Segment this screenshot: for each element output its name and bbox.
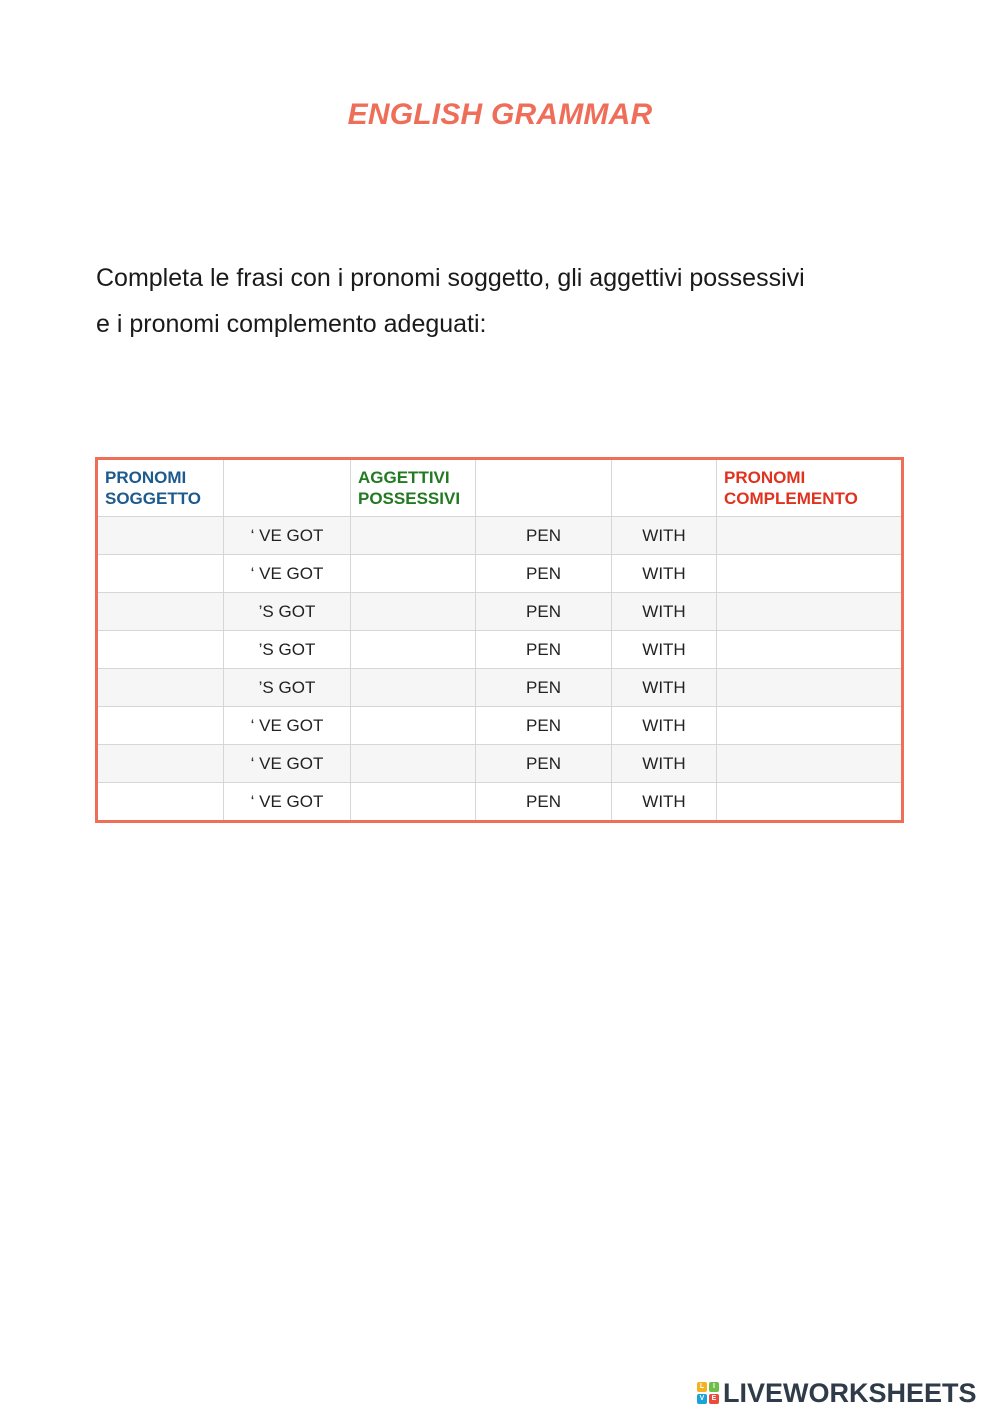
noun-cell: PEN <box>476 593 612 631</box>
logo-tile: L <box>697 1382 707 1392</box>
table-row <box>97 631 903 669</box>
table-row <box>97 593 903 631</box>
noun-cell: PEN <box>476 517 612 555</box>
preposition-cell: WITH <box>612 631 717 669</box>
exercise-table <box>95 457 904 823</box>
logo-tile: E <box>709 1394 719 1404</box>
answer-cell-subject[interactable] <box>97 631 224 669</box>
answer-cell-possessive[interactable] <box>351 783 476 822</box>
answer-cell-object[interactable] <box>717 631 903 669</box>
preposition-cell: WITH <box>612 669 717 707</box>
header-blank-2 <box>476 459 612 517</box>
noun-cell: PEN <box>476 783 612 822</box>
verb-cell: ‘ VE GOT <box>224 555 351 593</box>
header-blank-3 <box>612 459 717 517</box>
preposition-cell: WITH <box>612 593 717 631</box>
logo-text: LIVEWORKSHEETS <box>723 1377 977 1408</box>
table-row <box>97 669 903 707</box>
answer-cell-object[interactable] <box>717 707 903 745</box>
noun-cell: PEN <box>476 745 612 783</box>
liveworksheets-logo <box>697 1378 977 1408</box>
answer-cell-object[interactable] <box>717 555 903 593</box>
instructions-line-2: e i pronomi complemento adeguati: <box>96 310 487 338</box>
preposition-cell: WITH <box>612 783 717 822</box>
header-pronomi-soggetto: PRONOMI SOGGETTO <box>97 459 224 517</box>
answer-cell-possessive[interactable] <box>351 631 476 669</box>
header-blank-1 <box>224 459 351 517</box>
preposition-cell: WITH <box>612 745 717 783</box>
answer-cell-subject[interactable] <box>97 783 224 822</box>
page-title: ENGLISH GRAMMAR <box>347 98 653 131</box>
answer-cell-subject[interactable] <box>97 745 224 783</box>
answer-cell-possessive[interactable] <box>351 593 476 631</box>
verb-cell: ’S GOT <box>224 631 351 669</box>
preposition-cell: WITH <box>612 707 717 745</box>
verb-cell: ’S GOT <box>224 593 351 631</box>
preposition-cell: WITH <box>612 517 717 555</box>
header-aggettivi-possessivi: AGGETTIVI POSSESSIVI <box>351 459 476 517</box>
noun-cell: PEN <box>476 707 612 745</box>
noun-cell: PEN <box>476 631 612 669</box>
answer-cell-possessive[interactable] <box>351 745 476 783</box>
verb-cell: ‘ VE GOT <box>224 783 351 822</box>
answer-cell-object[interactable] <box>717 783 903 822</box>
answer-cell-possessive[interactable] <box>351 707 476 745</box>
instructions-line-1: Completa le frasi con i pronomi soggetto, gli aggettivi possessivi <box>96 264 805 292</box>
table-row <box>97 783 903 822</box>
table-header-row <box>97 459 903 517</box>
answer-cell-subject[interactable] <box>97 517 224 555</box>
noun-cell: PEN <box>476 669 612 707</box>
answer-cell-possessive[interactable] <box>351 555 476 593</box>
answer-cell-subject[interactable] <box>97 593 224 631</box>
answer-cell-possessive[interactable] <box>351 517 476 555</box>
answer-cell-object[interactable] <box>717 669 903 707</box>
verb-cell: ‘ VE GOT <box>224 707 351 745</box>
verb-cell: ’S GOT <box>224 669 351 707</box>
answer-cell-possessive[interactable] <box>351 669 476 707</box>
table-row <box>97 555 903 593</box>
table-row <box>97 707 903 745</box>
liveworksheets-logo-icon <box>697 1382 719 1404</box>
answer-cell-object[interactable] <box>717 745 903 783</box>
preposition-cell: WITH <box>612 555 717 593</box>
verb-cell: ‘ VE GOT <box>224 745 351 783</box>
instructions <box>96 255 916 347</box>
table-row <box>97 517 903 555</box>
logo-tile: V <box>697 1394 707 1404</box>
noun-cell: PEN <box>476 555 612 593</box>
table-row <box>97 745 903 783</box>
logo-tile: I <box>709 1382 719 1392</box>
header-pronomi-complemento: PRONOMI COMPLEMENTO <box>717 459 903 517</box>
verb-cell: ‘ VE GOT <box>224 517 351 555</box>
answer-cell-subject[interactable] <box>97 555 224 593</box>
answer-cell-subject[interactable] <box>97 707 224 745</box>
answer-cell-object[interactable] <box>717 593 903 631</box>
answer-cell-subject[interactable] <box>97 669 224 707</box>
answer-cell-object[interactable] <box>717 517 903 555</box>
